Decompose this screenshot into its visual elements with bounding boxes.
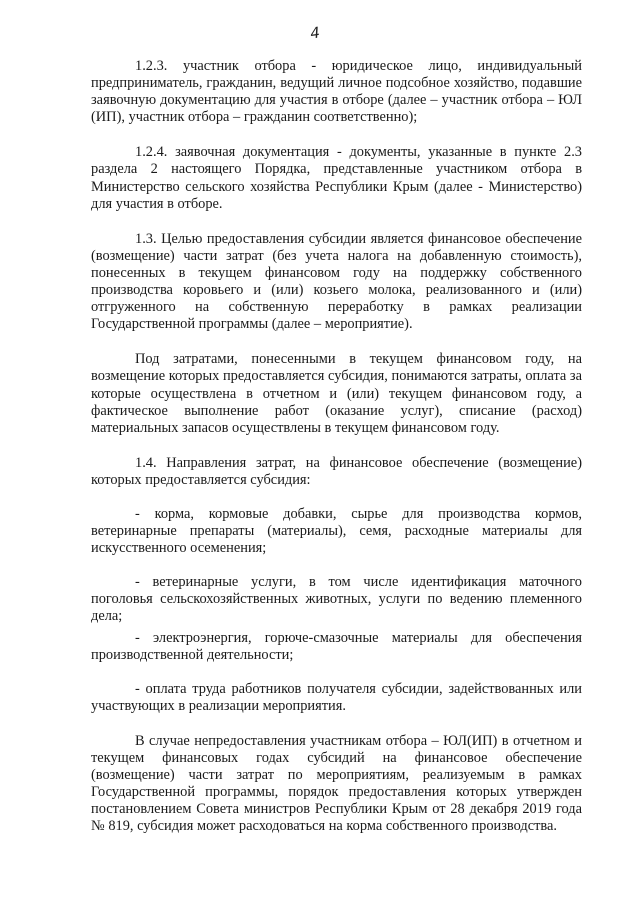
list-item-labor: - оплата труда работников получателя субсидии, задействованных или участвующих в реализации мероприятия. (91, 680, 582, 714)
list-item-veterinary: - ветеринарные услуги, в том числе идентификация маточного поголовья сельскохозяйственных животных, услуги по ведению племенного дела; (91, 574, 582, 625)
paragraph-spacer (91, 664, 582, 681)
paragraph-spacer (91, 557, 582, 574)
paragraph-1-4: 1.4. Направления затрат, на финансовое обеспечение (возмещение) которых предоставляется субсидия: (91, 454, 582, 488)
paragraph-spacer (91, 437, 582, 455)
document-body (91, 58, 582, 835)
paragraph-1-2-4: 1.2.4. заявочная документация - документы, указанные в пункте 2.3 раздела 2 настоящего Порядка, представленные участником отбора в Министерство сельского хозяйства Республики Крым (далее - Министерство) для участия в отборе. (91, 144, 582, 212)
paragraph-spacer (91, 715, 582, 733)
paragraph-spacer (91, 213, 582, 231)
paragraph-own-feed: В случае непредоставления участникам отбора – ЮЛ(ИП) в отчетном и текущем финансовых годах субсидий на финансовое обеспечение (возмещение) части затрат по мероприятиям, реализуемым в рамках Государственной программы, порядок предоставления которых утвержден постановлением Совета министров Республики Крым от 28 декабря 2019 года № 819, субсидия может расходоваться на корма собственного производства. (91, 732, 582, 835)
list-item-energy: - электроэнергия, горюче-смазочные материалы для обеспечения производственной деятельности; (91, 629, 582, 663)
page-number: 4 (309, 23, 321, 43)
paragraph-1-2-3: 1.2.3. участник отбора - юридическое лицо, индивидуальный предприниматель, гражданин, ведущий личное подсобное хозяйство, подавшие заявочную документацию для участия в отборе (далее – участник отбора – ЮЛ (ИП), участник отбора – гражданин соответственно); (91, 58, 582, 126)
paragraph-expenses-definition: Под затратами, понесенными в текущем финансовом году, на возмещение которых предоставляется субсидия, понимаются затраты, оплата за которые осуществлена в отчетном и (или) текущем финансовом году, а фактическое выполнение работ (оказание услуг), списание (расход) материальных запасов осуществлены в текущем финансовом году. (91, 351, 582, 436)
paragraph-1-3: 1.3. Целью предоставления субсидии является финансовое обеспечение (возмещение) части затрат (без учета налога на добавленную стоимость), понесенных в текущем финансовом году на поддержку собственного производства коровьего и (или) козьего молока, реализованного и (или) отгруженного на собственную переработку в рамках реализации Государственной программы (далее – мероприятие). (91, 230, 582, 333)
paragraph-spacer (91, 489, 582, 506)
paragraph-spacer (91, 333, 582, 351)
paragraph-spacer (91, 126, 582, 144)
list-item-feed: - корма, кормовые добавки, сырье для производства кормов, ветеринарные препараты (материалы), семя, расходные материалы для искусственного осеменения; (91, 505, 582, 557)
